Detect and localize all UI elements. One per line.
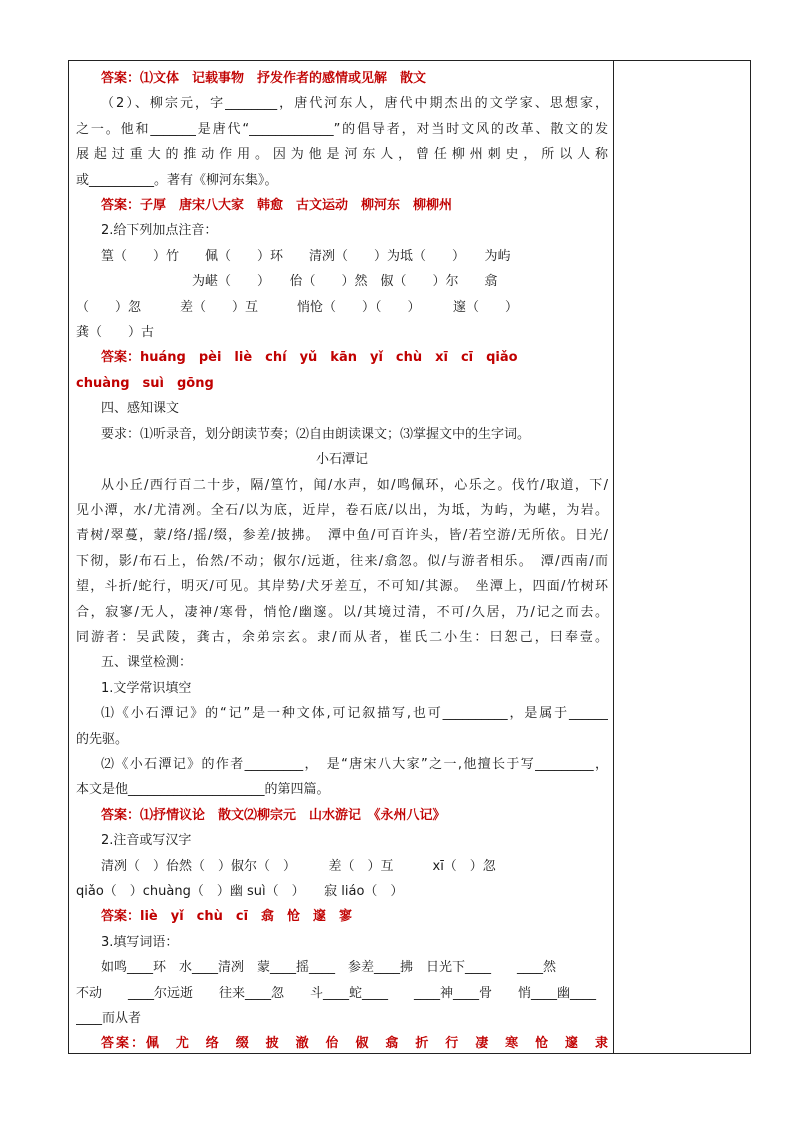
answer-line: 答案：liè yǐ chù cī 翕 怆 邃 寥: [101, 909, 353, 925]
text-line: 的先驱。: [76, 731, 129, 747]
text-line: 同游者：吴武陵，龚古，余弟宗玄。隶/而从者，崔氏二小生：曰恕己，曰奉壹。: [76, 629, 608, 645]
text-line: 之一。他和_______是唐代“_____________”的倡导者，对当时文风的改革、散文的发: [76, 121, 608, 137]
text-line: （2）、柳宗元，字________，唐代河东人，唐代中期杰出的文学家、思想家，: [101, 96, 608, 112]
column-divider: [613, 60, 614, 1054]
text-line: 2.注音或写汉字: [101, 833, 192, 849]
text-line: 本文是他_____________________的第四篇。: [76, 782, 330, 798]
text-line: ⑴《小石潭记》的“记”是一种文体,可记叙描写,也可__________，是属于______: [101, 706, 608, 722]
text-line: 2.给下列加点注音：: [101, 223, 218, 239]
text-line: 为嵁（ ） 佁（ ）然 俶（ ）尔 翕: [101, 274, 498, 290]
text-line: 从小丘/西行百二十步，隔/篁竹，闻/水声，如/鸣佩环，心乐之。伐竹/取道，下/: [101, 477, 608, 493]
text-line: 小石潭记: [315, 452, 368, 468]
text-line: 3.填写词语：: [101, 934, 179, 950]
answer-line: 答案：子厚 唐宋八大家 韩愈 古文运动 柳河东 柳柳州: [101, 198, 453, 214]
text-line: （ ）忽 差（ ）互 悄怆（ ）（ ） 邃（ ）: [76, 299, 519, 315]
answer-line: chuàng suì gōng: [76, 375, 214, 391]
text-line: 望，斗折/蛇行，明灭/可见。其岸势/犬牙差互，不可知/其源。 坐潭上，四面/竹树环: [76, 579, 608, 595]
text-line: 龚（ ）古: [76, 325, 155, 341]
text-line: 不动 ____尔远逝 往来____忽 斗____蛇____ ____神____骨 悄____幽____: [76, 985, 597, 1001]
answer-line: 答案：⑴抒情议论 散文⑵柳宗元 山水游记 《永州八记》: [101, 807, 446, 823]
text-line: 见小潭，水/尤清冽。全石/以为底，近岸，卷石底/以出，为坻，为屿，为嵁，为岩。: [76, 502, 608, 518]
answer-line: 答案：⑴文体 记载事物 抒发作者的感情或见解 散文: [101, 71, 427, 86]
text-line: ____而从者: [76, 1011, 142, 1027]
text-line: 要求：⑴听录音，划分朗读节奏；⑵自由朗读课文；⑶掌握文中的生字词。: [101, 426, 531, 442]
text-line: 如鸣____环 水____清冽 蒙____摇____ 参差____拂 日光下____ ____然: [101, 960, 557, 976]
answer-line: 答案：佩 尤 络 缀 披 澈 佁 俶 翕 折 行 凄 寒 怆 邃 隶: [101, 1036, 608, 1052]
text-line: 或__________。著有《柳河东集》。: [76, 172, 278, 188]
answer-line: 答案：huáng pèi liè chí yǔ kān yǐ chù xī cī qiǎo: [101, 350, 518, 366]
text-line: 1.文学常识填空: [101, 680, 192, 696]
text-line: 四、感知课文: [101, 401, 180, 417]
text-line: 展起过重大的推动作用。因为他是河东人，曾任柳州刺史，所以人称: [76, 147, 608, 163]
text-line: 清冽（ ）佁然（ ）俶尔（ ） 差（ ）互 xī（ ）忽: [101, 858, 496, 874]
text-line: 下彻，影/布石上，佁然/不动；俶尔/远逝，往来/翕忽。似/与游者相乐。 潭/西南/而: [76, 553, 608, 569]
text-line: ⑵《小石潭记》的作者_________， 是“唐宋八大家”之一,他擅长于写_________，: [101, 756, 608, 772]
text-line: 篁（ ）竹 佩（ ）环 清冽（ ）为坻（ ） 为屿: [101, 248, 511, 264]
text-line: 合，寂寥/无人，凄神/寒骨，悄怆/幽邃。以/其境过清，不可/久居，乃/记之而去。: [76, 604, 608, 620]
text-line: qiǎo（ ）chuàng（ ）幽 suì（ ） 寂 liáo（ ）: [76, 884, 404, 899]
text-line: 青树/翠蔓，蒙/络/摇/缀，参差/披拂。 潭中鱼/可百许头，皆/若空游/无所依。日光/: [76, 528, 608, 544]
text-line: 五、课堂检测：: [101, 655, 193, 671]
lesson-content: [76, 66, 608, 1057]
